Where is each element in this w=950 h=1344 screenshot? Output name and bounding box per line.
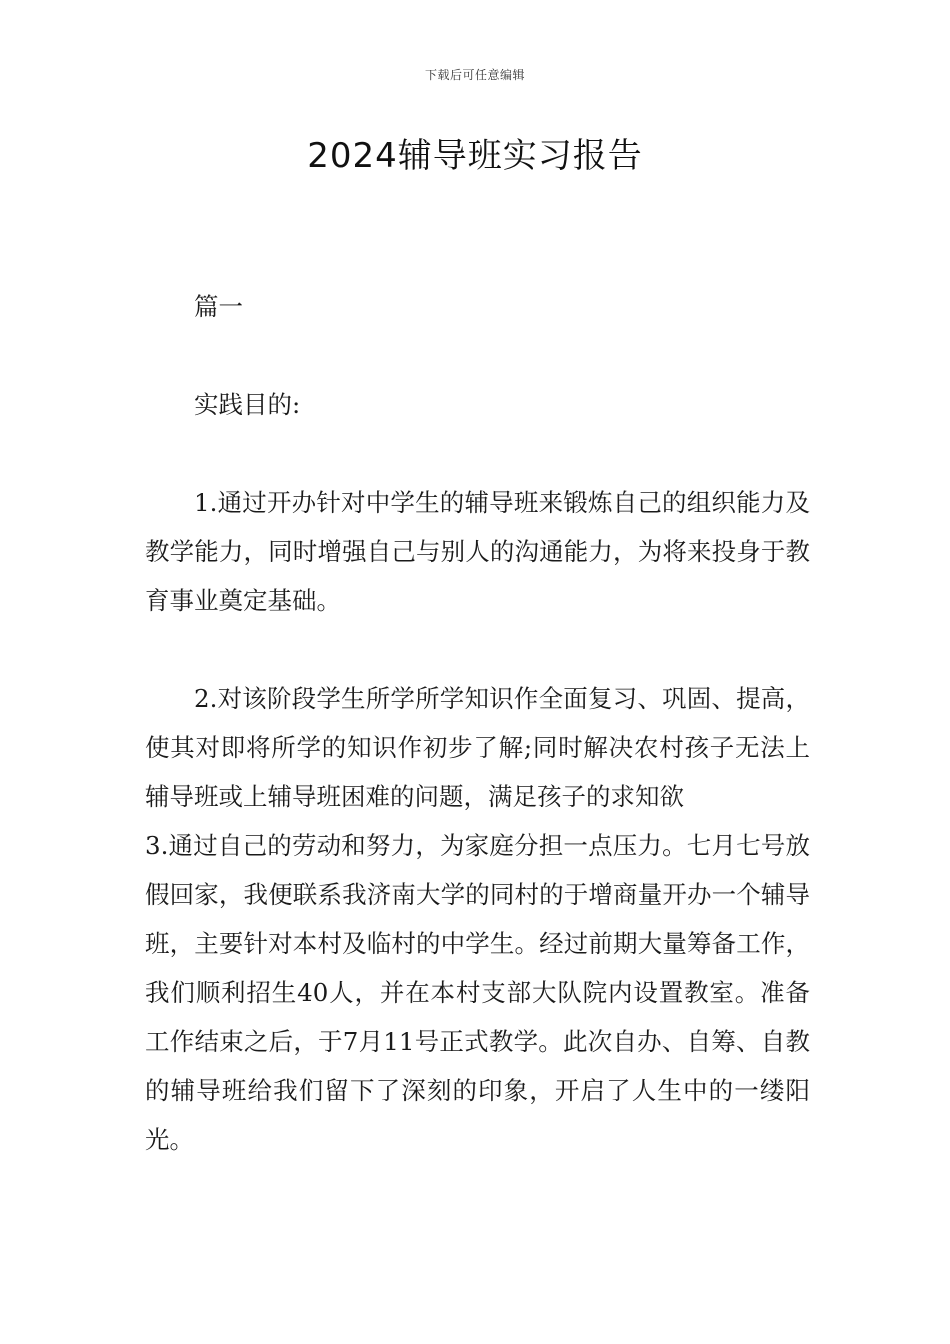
paragraph-2: 2.对该阶段学生所学所学知识作全面复习、巩固、提高，使其对即将所学的知识作初步了解;同时解决农村孩子无法上辅导班或上辅导班困难的问题，满足孩子的求知欲 — [145, 684, 810, 811]
paragraph-gap — [145, 331, 810, 380]
paragraph-3: 3.通过自己的劳动和努力，为家庭分担一点压力。七月七号放假回家，我便联系我济南大学的同村的于增商量开办一个辅导班，主要针对本村及临村的中学生。经过前期大量筹备工作，我们顺利招生40人，并在本村支部大队院内设置教室。准备工作结束之后，于7月11号正式教学。此次自办、自筹、自教的辅导班给我们留下了深刻的印象，开启了人生中的一缕阳光。 — [145, 831, 810, 1154]
document-body — [145, 282, 810, 1164]
purpose-label: 实践目的: — [194, 390, 301, 419]
paragraph-1: 1.通过开办针对中学生的辅导班来锻炼自己的组织能力及教学能力，同时增强自己与别人的沟通能力，为将来投身于教育事业奠定基础。 — [145, 488, 810, 615]
paragraph-gap — [145, 625, 810, 674]
paragraph-gap — [145, 429, 810, 478]
section-heading: 篇一 — [194, 292, 243, 321]
document-title: 2024辅导班实习报告 — [307, 136, 643, 176]
header-note: 下载后可任意编辑 — [424, 68, 525, 82]
